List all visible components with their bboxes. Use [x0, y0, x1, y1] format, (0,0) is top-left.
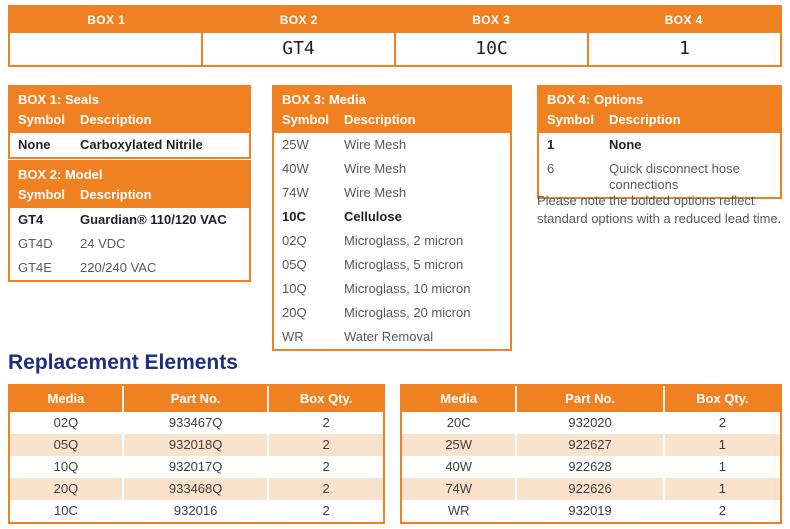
media-cell: 20C — [446, 415, 471, 430]
description-cell: Microglass, 5 micron — [344, 257, 464, 272]
table-row — [402, 434, 780, 456]
description-cell: Quick disconnect hose connections — [609, 161, 740, 192]
description-cell: Wire Mesh — [344, 185, 407, 200]
order-code-value-box2: GT4 — [201, 33, 394, 65]
order-code-value-box4: 1 — [587, 33, 780, 65]
box3-media-header — [274, 87, 510, 133]
part-no-cell: 932018Q — [122, 434, 267, 456]
part-no-cell: 932017Q — [122, 456, 267, 478]
table-row — [10, 500, 383, 522]
table-row — [402, 500, 780, 522]
symbol-cell: 05Q — [282, 257, 307, 272]
symbol-cell: 40W — [282, 161, 309, 176]
box2-column-headers — [10, 185, 249, 208]
part-no-cell: 932016 — [122, 500, 267, 522]
media-cell: WR — [447, 503, 470, 518]
table-row — [10, 133, 249, 157]
box1-symbol-header: Symbol — [18, 112, 65, 127]
box3-column-headers — [274, 110, 510, 133]
description-cell: Microglass, 2 micron — [344, 233, 464, 248]
table-row — [274, 205, 510, 229]
box3-media-table — [272, 85, 512, 351]
box2-model-table — [8, 160, 251, 282]
symbol-cell: GT4D — [18, 236, 53, 251]
box4-column-headers — [539, 110, 780, 133]
box4-options-header — [539, 87, 780, 133]
description-cell: Cellulose — [344, 209, 402, 224]
table-row — [10, 478, 383, 500]
box-qty-cell: 2 — [267, 412, 383, 434]
table-row — [10, 456, 383, 478]
table-row — [274, 133, 510, 157]
left-table-body — [10, 412, 383, 522]
box3-description-header: Description — [344, 112, 416, 127]
description-cell: 220/240 VAC — [80, 260, 157, 275]
replacement-elements-right-table — [400, 384, 782, 524]
symbol-cell: 02Q — [282, 233, 307, 248]
media-cell: 05Q — [53, 437, 79, 452]
symbol-cell: 6 — [547, 161, 555, 176]
description-cell: Carboxylated Nitrile — [80, 137, 203, 152]
box2-model-header — [10, 162, 249, 208]
box1-seals-table — [8, 85, 251, 159]
box-qty-cell: 2 — [663, 412, 780, 434]
description-cell: 24 VDC — [80, 236, 126, 251]
part-no-column-header: Part No. — [515, 386, 662, 412]
description-cell: Wire Mesh — [344, 161, 407, 176]
box3-title: BOX 3: Media — [282, 92, 366, 107]
box4-title: BOX 4: Options — [547, 92, 644, 107]
table-row — [10, 412, 383, 434]
box4-description-header: Description — [609, 112, 681, 127]
media-cell: 20Q — [53, 481, 79, 496]
table-row — [10, 232, 249, 256]
table-row — [274, 253, 510, 277]
order-code-header-box1: BOX 1 — [87, 13, 126, 27]
part-no-cell: 933467Q — [122, 412, 267, 434]
table-row — [402, 412, 780, 434]
description-cell: Microglass, 20 micron — [344, 305, 471, 320]
media-cell: 10C — [54, 503, 78, 518]
order-code-header-box4: BOX 4 — [664, 13, 703, 27]
description-cell: Microglass, 10 micron — [344, 281, 471, 296]
part-no-cell: 922628 — [515, 456, 662, 478]
table-row — [539, 133, 780, 157]
symbol-cell: GT4E — [18, 260, 52, 275]
order-code-header-row — [10, 7, 780, 33]
order-code-value-box1 — [10, 33, 201, 65]
box2-symbol-header: Symbol — [18, 187, 65, 202]
symbol-cell: 20Q — [282, 305, 307, 320]
table-row — [402, 478, 780, 500]
box1-seals-header — [10, 87, 249, 133]
symbol-cell: 1 — [547, 137, 555, 152]
box2-title: BOX 2: Model — [18, 167, 103, 182]
media-column-header: Media — [440, 391, 478, 406]
table-row — [274, 301, 510, 325]
media-cell: 74W — [445, 481, 473, 496]
box-qty-cell: 1 — [663, 434, 780, 456]
box-qty-cell: 1 — [663, 456, 780, 478]
box-qty-column-header: Box Qty. — [267, 386, 383, 412]
symbol-cell: GT4 — [18, 212, 44, 227]
left-table-header-row — [10, 386, 383, 412]
part-no-cell: 932019 — [515, 500, 662, 522]
symbol-cell: 10Q — [282, 281, 307, 296]
table-row — [274, 181, 510, 205]
box1-description-header: Description — [80, 112, 152, 127]
box-qty-cell: 2 — [267, 478, 383, 500]
part-no-cell: 922627 — [515, 434, 662, 456]
box2-description-header: Description — [80, 187, 152, 202]
media-cell: 10Q — [53, 459, 79, 474]
table-row — [539, 157, 780, 197]
box-qty-cell: 2 — [663, 500, 780, 522]
part-no-cell: 933468Q — [122, 478, 267, 500]
table-row — [274, 325, 510, 349]
description-cell: Water Removal — [344, 329, 434, 344]
table-row — [10, 434, 383, 456]
media-cell: 25W — [445, 437, 473, 452]
order-code-value-box3: 10C — [394, 33, 587, 65]
right-table-body — [402, 412, 780, 522]
order-code-header-box2: BOX 2 — [279, 13, 318, 27]
symbol-cell: WR — [282, 329, 304, 344]
part-no-cell: 932020 — [515, 412, 662, 434]
replacement-elements-heading: Replacement Elements — [8, 351, 238, 374]
box-qty-cell: 2 — [267, 500, 383, 522]
box-qty-cell: 1 — [663, 478, 780, 500]
box3-symbol-header: Symbol — [282, 112, 329, 127]
description-cell: Guardian® 110/120 VAC — [80, 212, 227, 227]
media-column-header: Media — [47, 391, 85, 406]
bolded-options-note: Please note the bolded options reflect standard options with a reduced lead time. — [537, 193, 782, 226]
box4-options-table — [537, 85, 782, 199]
table-row — [10, 256, 249, 280]
symbol-cell: None — [18, 137, 51, 152]
part-no-column-header: Part No. — [122, 386, 267, 412]
box1-title: BOX 1: Seals — [18, 92, 99, 107]
table-row — [274, 157, 510, 181]
order-code-value-row — [10, 33, 780, 65]
order-code-table — [8, 5, 782, 67]
media-cell: 02Q — [53, 415, 79, 430]
right-table-header-row — [402, 386, 780, 412]
description-cell: Wire Mesh — [344, 137, 407, 152]
box4-symbol-header: Symbol — [547, 112, 594, 127]
part-no-cell: 922626 — [515, 478, 662, 500]
description-cell: None — [609, 137, 642, 152]
box-qty-cell: 2 — [267, 456, 383, 478]
box-qty-column-header: Box Qty. — [663, 386, 780, 412]
box1-column-headers — [10, 110, 249, 133]
table-row — [10, 208, 249, 232]
table-row — [402, 456, 780, 478]
table-row — [274, 277, 510, 301]
symbol-cell: 25W — [282, 137, 309, 152]
media-cell: 40W — [445, 459, 473, 474]
symbol-cell: 74W — [282, 185, 309, 200]
order-code-header-box3: BOX 3 — [472, 13, 511, 27]
box-qty-cell: 2 — [267, 434, 383, 456]
symbol-cell: 10C — [282, 209, 306, 224]
replacement-elements-left-table — [8, 384, 385, 524]
table-row — [274, 229, 510, 253]
